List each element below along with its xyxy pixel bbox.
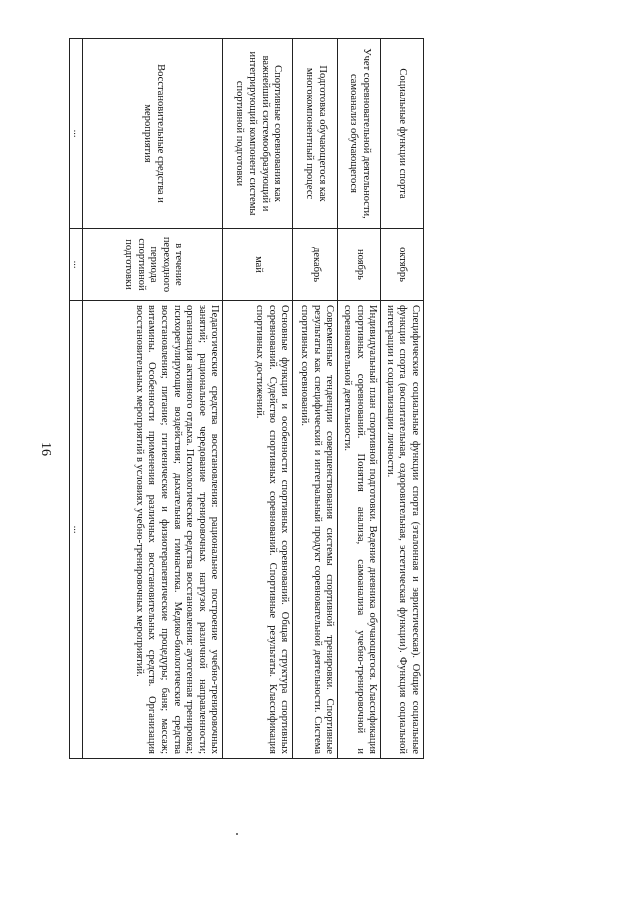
- content-cell: Специфические социальные функции спорта (эталонная и эвристическая). Общие социальные функции спорта (воспитательная, оздоровительная, эстетическая функции). Функция социальной интеграции и социализации личности.: [381, 301, 424, 759]
- topic-cell: Социальные функции спорта: [381, 39, 424, 229]
- table-row: [83, 39, 223, 759]
- topic-cell: Учет соревновательной деятельности, самоанализ обучающегося: [338, 39, 381, 229]
- date-cell: в течение переходного периода спортивной подготовки: [83, 229, 223, 301]
- scan-speck: [236, 833, 238, 835]
- program-table: [69, 38, 424, 759]
- rotated-table-container: [71, 38, 424, 758]
- ellipsis-cell: ...: [70, 229, 83, 301]
- date-cell: декабрь: [293, 229, 338, 301]
- table-row: [293, 39, 338, 759]
- content-cell: Педагогические средства восстановления: рациональное построение учебно-тренировочных занятий; рациональное чередование тренировочных нагрузок различной направленности; организация активного отдыха. Психологические средства восстановления: аутогенная тренировка; психорегулирующие воздействия; дыхательная гимнастика. Медико-биологические средства восстановления; питание; гигиенические и физиотерапевтические процедуры; баня; массаж; витамины. Особенности применения различных восстановительных средств. Организация восстановительных мероприятий в условиях учебно-тренировочных мероприятий.: [83, 301, 223, 759]
- date-cell: октябрь: [381, 229, 424, 301]
- topic-cell: Спортивные соревнования как важнейший системообразующий и интегрирующий компонент системы спортивной подготовки: [223, 39, 293, 229]
- table-row: [223, 39, 293, 759]
- date-cell: май: [223, 229, 293, 301]
- ellipsis-cell: ...: [70, 301, 83, 759]
- date-cell: ноябрь: [338, 229, 381, 301]
- content-cell: Основные функции и особенности спортивных соревнований. Общая структура спортивных соревнований. Судейство спортивных соревнований. Спортивные результаты. Классификация спортивных достижений.: [223, 301, 293, 759]
- content-cell: Индивидуальный план спортивной подготовки. Ведение дневника обучающегося. Классификация спортивных соревнований. Понятия анализа, самоанализа учебно-тренировочной и соревновательной деятельности.: [338, 301, 381, 759]
- table-row: [70, 39, 83, 759]
- topic-cell: Восстановительные средства и мероприятия: [83, 39, 223, 229]
- topic-cell: Подготовка обучающегося как многокомпонентный процесс: [293, 39, 338, 229]
- content-cell: Современные тенденции совершенствования системы спортивной тренировки. Спортивные результаты как специфический и интегральный продукт соревновательной деятельности. Система спортивных соревнований.: [293, 301, 338, 759]
- table-row: [338, 39, 381, 759]
- table-row: [381, 39, 424, 759]
- ellipsis-cell: ...: [70, 39, 83, 229]
- page-number: 16: [38, 442, 53, 456]
